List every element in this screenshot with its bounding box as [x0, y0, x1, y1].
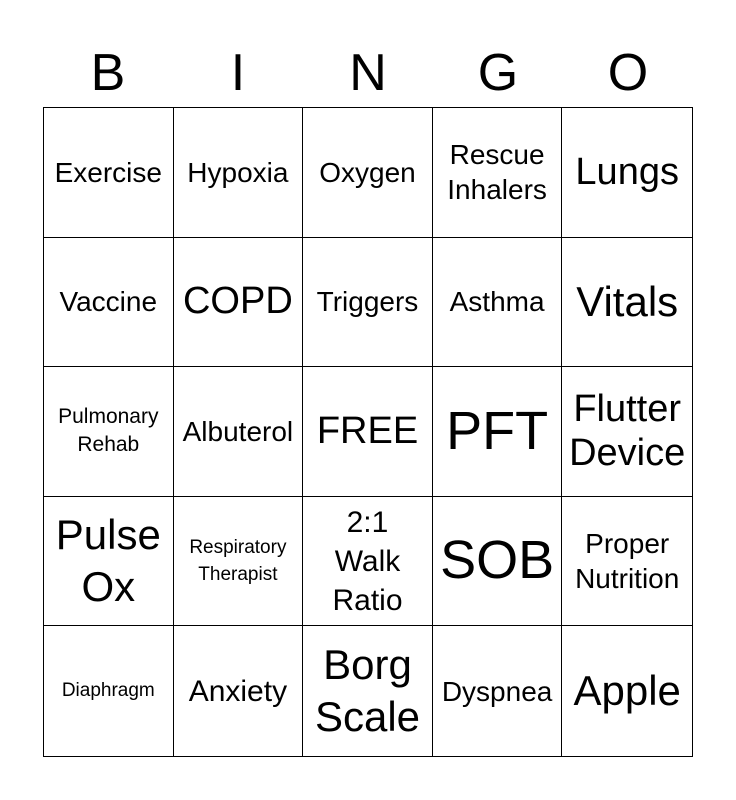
header-letter-b: B [90, 44, 126, 102]
bingo-cell[interactable] [562, 497, 692, 627]
bingo-cell[interactable] [44, 626, 174, 756]
bingo-cell[interactable] [174, 108, 304, 238]
bingo-cell[interactable] [433, 626, 563, 756]
bingo-cell-label: Albuterol [182, 415, 294, 447]
bingo-cell-label: Flutter Device [569, 387, 686, 475]
bingo-cell[interactable] [44, 367, 174, 497]
bingo-cell-label: SOB [440, 530, 555, 591]
bingo-cell[interactable] [303, 108, 433, 238]
bingo-cell-label: Triggers [316, 286, 419, 318]
bingo-cell-label: Apple [573, 666, 681, 714]
header-letter-g: G [477, 44, 519, 102]
bingo-cell-label: Oxygen [319, 156, 416, 188]
bingo-cell[interactable] [562, 367, 692, 497]
bingo-cell[interactable] [303, 367, 433, 497]
bingo-cell-label: Rescue Inhalers [447, 139, 547, 206]
bingo-cell[interactable] [44, 108, 174, 238]
bingo-header [43, 40, 693, 106]
bingo-cell[interactable] [433, 108, 563, 238]
bingo-cell-label: COPD [182, 280, 293, 323]
bingo-cell-label: Proper Nutrition [575, 528, 680, 595]
bingo-cell-label: Borg Scale [314, 640, 421, 741]
bingo-cell[interactable] [174, 367, 304, 497]
bingo-cell[interactable] [174, 626, 304, 756]
bingo-board [43, 107, 693, 757]
bingo-cell[interactable] [562, 108, 692, 238]
bingo-cell[interactable] [174, 238, 304, 368]
bingo-cell-label: Pulmonary Rehab [58, 405, 159, 457]
bingo-cell-label: Vaccine [59, 286, 158, 318]
bingo-cell-label: PFT [446, 400, 549, 461]
bingo-cell-label: Pulse Ox [55, 510, 161, 611]
bingo-cell[interactable] [433, 497, 563, 627]
bingo-cell-label: Respiratory Therapist [189, 536, 287, 586]
header-letter-i: I [230, 44, 246, 102]
bingo-cell[interactable] [562, 238, 692, 368]
bingo-cell[interactable] [303, 497, 433, 627]
bingo-cell[interactable] [44, 238, 174, 368]
bingo-cell-label: Vitals [576, 277, 679, 325]
bingo-cell-label: Dyspnea [441, 675, 553, 707]
header-letter-n: N [349, 44, 387, 102]
bingo-cell-label: Anxiety [188, 674, 288, 708]
bingo-cell-label: Diaphragm [61, 680, 155, 702]
bingo-cell-label: FREE [316, 410, 419, 453]
bingo-cell[interactable] [433, 367, 563, 497]
header-letter-o: O [607, 44, 649, 102]
bingo-cell-label: Asthma [449, 286, 545, 318]
bingo-cell[interactable] [303, 626, 433, 756]
bingo-cell-label: 2:1 Walk Ratio [332, 505, 403, 617]
bingo-cell[interactable] [303, 238, 433, 368]
bingo-cell[interactable] [562, 626, 692, 756]
bingo-cell[interactable] [44, 497, 174, 627]
bingo-cell-label: Hypoxia [187, 156, 289, 188]
bingo-cell[interactable] [174, 497, 304, 627]
bingo-cell-label: Lungs [575, 150, 679, 193]
bingo-cell[interactable] [433, 238, 563, 368]
bingo-cell-label: Exercise [54, 156, 162, 188]
